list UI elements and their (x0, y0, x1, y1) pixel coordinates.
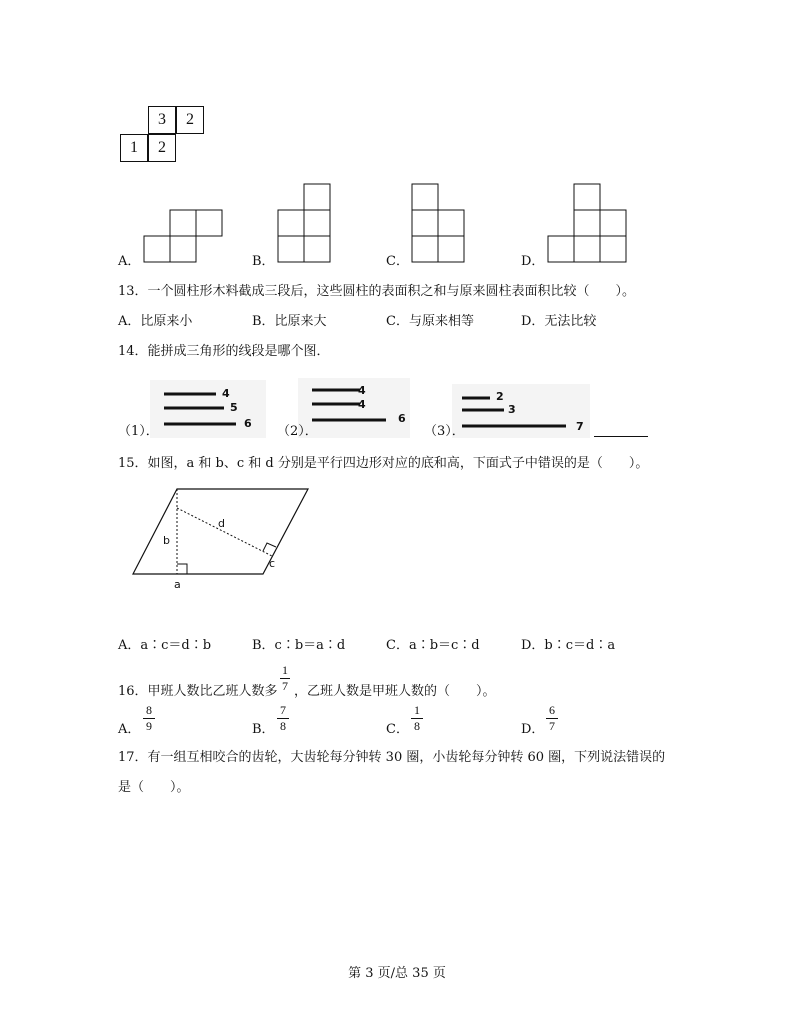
q16-option-d-label[interactable]: D． (521, 722, 545, 737)
q12-option-b-figure (274, 182, 334, 266)
page-footer: 第 3 页/总 35 页 (348, 966, 446, 981)
q13-option-b[interactable]: B．比原来大 (252, 314, 327, 329)
q13-option-a[interactable]: A．比原来小 (118, 314, 193, 329)
q16-option-c-fraction[interactable]: 1 8 (411, 704, 423, 733)
q12-option-a-label[interactable]: A． (118, 254, 141, 269)
net-cell: 2 (148, 134, 176, 162)
segment-length: 4 (222, 387, 230, 400)
q14-figure-3 (458, 388, 588, 434)
segment-length: 4 (358, 384, 366, 397)
q16-option-a-fraction[interactable]: 8 9 (143, 704, 155, 733)
q17-stem-line2: 是（ ）。 (118, 780, 190, 795)
q14-figure-2-label[interactable]: （2）． (277, 424, 318, 439)
label-a: a (174, 578, 181, 591)
q16-option-b-fraction[interactable]: 7 8 (277, 704, 289, 733)
q12-option-d-label[interactable]: D． (521, 254, 545, 269)
q15-stem: 15．如图，a 和 b、c 和 d 分别是平行四边形对应的底和高，下面式子中错误的是（ ）。 (118, 456, 649, 471)
q15-option-d[interactable]: D．b∶c＝d∶a (521, 638, 616, 653)
net-cell: 3 (148, 106, 176, 134)
q14-figure-1-label[interactable]: （1）． (118, 424, 159, 439)
q14-stem: 14．能拼成三角形的线段是哪个图． (118, 344, 330, 359)
q12-option-c-label[interactable]: C． (386, 254, 409, 269)
q15-parallelogram-figure (130, 486, 312, 582)
q16-option-a-label[interactable]: A． (118, 722, 141, 737)
net-cell: 2 (176, 106, 204, 134)
q16-stem-after: ，乙班人数是甲班人数的（ ）。 (294, 684, 496, 699)
segment-length: 3 (508, 403, 516, 416)
label-b: b (163, 534, 170, 547)
segment-length: 5 (230, 401, 238, 414)
q16-option-b-label[interactable]: B． (252, 722, 275, 737)
segment-length: 7 (576, 420, 584, 433)
q13-stem: 13．一个圆柱形木料截成三段后，这些圆柱的表面积之和与原来圆柱表面积比较（ ）。 (118, 284, 636, 299)
q15-option-c[interactable]: C．a∶b＝c∶d (386, 638, 480, 653)
q14-figure-3-label[interactable]: （3）． (424, 424, 465, 439)
q14-answer-blank[interactable] (594, 436, 648, 437)
segment-length: 2 (496, 390, 504, 403)
net-cell: 1 (120, 134, 148, 162)
q16-stem-before: 16．甲班人数比乙班人数多 (118, 684, 278, 699)
q16-option-d-fraction[interactable]: 6 7 (546, 704, 558, 733)
q12-option-a-figure (140, 208, 230, 266)
q12-option-c-figure (408, 182, 468, 266)
q17-stem-line1: 17．有一组互相咬合的齿轮，大齿轮每分钟转 30 圈，小齿轮每分钟转 60 圈，下列说法错误的 (118, 750, 666, 765)
segment-length: 6 (398, 412, 406, 425)
segment-length: 6 (244, 417, 252, 430)
q15-option-a[interactable]: A．a∶c＝d∶b (118, 638, 212, 653)
label-d: d (218, 517, 225, 530)
q16-option-c-label[interactable]: C． (386, 722, 409, 737)
segment-length: 4 (358, 398, 366, 411)
q12-option-d-figure (544, 182, 630, 266)
q13-option-d[interactable]: D．无法比较 (521, 314, 597, 329)
label-c: c (269, 557, 276, 570)
q12-option-b-label[interactable]: B． (252, 254, 275, 269)
q16-stem-fraction: 1 7 (282, 663, 288, 693)
q15-option-b[interactable]: B．c∶b＝a∶d (252, 638, 346, 653)
q13-option-c[interactable]: C．与原来相等 (386, 314, 474, 329)
